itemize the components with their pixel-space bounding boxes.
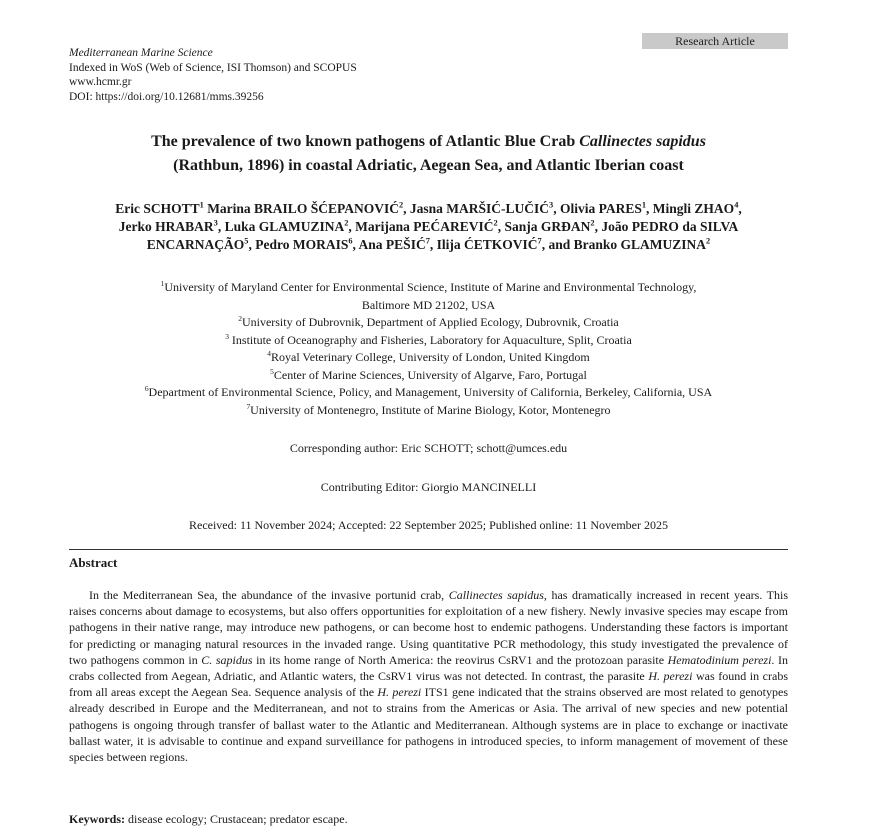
abstract-text: , has dramatically increased in recent years. This raises concerns about damage to ecosystems, but also offers opportunities for exploitation of a new fishery. Newly invasive species may escape from pathogens in their native range, may introduce new pathogens, or can become host to endemic pathogens. Understanding these factors is important for predicting or managing natural resources in the invaded range. Using quantitative PCR methodology, this study investigated the prevalence of two pathogens common in: [69, 588, 788, 667]
journal-info: [69, 46, 357, 104]
abstract-species-name: Hematodinium perezi: [667, 652, 772, 667]
abstract-heading: Abstract: [69, 555, 118, 570]
author-affiliation-number: 7: [425, 236, 430, 246]
author-name: Pedro MORAIS: [255, 237, 349, 252]
author-name: Marina BRAILO ŠĆEPANOVIĆ: [207, 201, 399, 216]
author-affiliation-number: 1: [199, 200, 204, 210]
affiliation-number: 2: [238, 314, 242, 323]
author-affiliation-number: 3: [549, 200, 554, 210]
affiliation-text: Baltimore MD 21202, USA: [361, 297, 496, 312]
author-affiliation-number: 2: [344, 218, 349, 228]
affiliation-number: 6: [144, 384, 149, 393]
affiliation-item: [69, 402, 788, 420]
publication-dates: Received: 11 November 2024; Accepted: 22 September 2025; Published online: 11 November 2025: [188, 518, 668, 532]
author-affiliation-number: 5: [244, 236, 249, 246]
affiliation-text: Department of Environmental Science, Policy, and Management, University of California, Berkeley, California, USA: [148, 385, 713, 399]
author-name: Jerko HRABAR: [118, 219, 214, 234]
affiliation-item: [69, 297, 788, 315]
abstract-text: in its home range of North America: the reovirus CsRV1 and the protozoan parasite: [252, 652, 668, 667]
section-divider: [69, 549, 788, 550]
author-affiliation-number: 1: [641, 200, 647, 210]
author-affiliation-number: 7: [537, 236, 542, 246]
abstract-species-name: H. perezi: [377, 685, 422, 700]
abstract-text: was found in crabs from all areas except the Aegean Sea. Sequence analysis of the: [69, 669, 788, 700]
affiliation-item: [69, 332, 788, 350]
title-line1-prefix: The prevalence of two known pathogens of Atlantic Blue Crab: [151, 133, 580, 150]
article-title: [69, 130, 788, 178]
affiliation-list: [69, 279, 788, 419]
title-line2: (Rathbun, 1896) in coastal Adriatic, Aegean Sea, and Atlantic Iberian coast: [173, 157, 684, 174]
author-name: Branko GLAMUZINA: [573, 237, 707, 252]
author-list: Eric SCHOTT$^1$ Marina BRAILO ŠĆEPANOVIĆ$^2$, Jasna MARŠIĆ-LUČIĆ$^3$, Olivia PARES$^1$, Mingli ZHAO$^4$, Jerko HRABAR$^3$, Luka GLAMUZINA$^2$, Marijana PEĆAREVIĆ$^2$, Sanja GRĐAN$^2$, João PEDRO da SILVA ENCARNAÇÃO$^5$, Pedro MORAIS$^6$, Ana PEŠIĆ$^7$, Ilija ĆETKOVIĆ$^7$, and Branko GLAMUZINA$^2$: [115, 200, 742, 252]
author-name: Ilija ĆETKOVIĆ: [436, 237, 538, 252]
author-affiliation-number: 2: [706, 236, 711, 246]
affiliation-text: University of Montenegro, Institute of Marine Biology, Kotor, Montenegro: [250, 402, 611, 417]
contributing-editor: Contributing Editor: Giorgio MANCINELLI: [320, 480, 537, 494]
affiliation-item: [69, 384, 788, 402]
affiliation-text: Center of Marine Sciences, University of Algarve, Faro, Portugal: [273, 367, 587, 382]
author-affiliation-number: 3: [213, 218, 218, 228]
author-affiliation-number: 4: [734, 200, 739, 210]
author-affiliation-number: 2: [590, 218, 595, 228]
indexing-line: Indexed in WoS (Web of Science, ISI Thomson) and SCOPUS: [69, 61, 357, 74]
keywords-label: Keywords:: [69, 812, 125, 826]
author-name: Marijana PEĆAREVIĆ: [355, 219, 494, 234]
affiliation-text: University of Dubrovnik, Department of Applied Ecology, Dubrovnik, Croatia: [241, 315, 619, 329]
author-name: Sanja GRĐAN: [504, 219, 591, 234]
abstract-text: ITS1 gene indicated that the strains observed are most related to genotypes already described in Europe and the Mediterranean, and not to strains from the Americas or Asia. The arrival of new species and new potential pathogens is ongoing through transfer of ballast water to the Atlantic and Mediterranean. Although systems are in place to exchange or inactivate ballast water, it is advisable to continue and expand surveillance for pathogens in introduced species, to inform management of movement of these species between regions.: [69, 685, 789, 765]
affiliation-item: [69, 349, 788, 367]
affiliation-number: 3: [225, 331, 229, 341]
affiliation-item: [69, 314, 788, 332]
doi-line[interactable]: DOI: https://doi.org/10.12681/mms.39256: [69, 90, 264, 103]
abstract-text: . In crabs collected from Aegean, Adriatic, and Atlantic waters, the CsRV1 virus was not detected. In contrast, the parasite: [69, 652, 788, 684]
affiliation-number: 5: [270, 366, 274, 376]
author-name: Luka GLAMUZINA: [224, 219, 345, 234]
keywords-line: [69, 811, 348, 827]
affiliation-text: Royal Veterinary College, University of London, United Kingdom: [270, 350, 590, 364]
affiliation-text: Institute of Oceanography and Fisheries, Laboratory for Aquaculture, Split, Croatia: [228, 332, 632, 347]
author-affiliation-number: 6: [348, 236, 353, 246]
article-type-badge: Research Article: [642, 33, 788, 49]
abstract-species-name: H. perezi: [648, 669, 693, 684]
author-name: Jasna MARŠIĆ-LUČIĆ: [409, 201, 550, 216]
affiliation-item: [69, 279, 788, 297]
article-page: [69, 0, 788, 834]
affiliation-item: [69, 367, 788, 385]
author-name: Olivia PARES: [559, 201, 642, 216]
affiliation-number: 7: [246, 401, 251, 411]
author-name: Mingli ZHAO: [652, 201, 735, 216]
affiliation-number: 4: [267, 349, 271, 358]
abstract-body: [69, 587, 788, 765]
abstract-text: In the Mediterranean Sea, the abundance of the invasive portunid crab,: [89, 588, 449, 602]
journal-name: Mediterranean Marine Science: [69, 47, 213, 59]
author-name: Ana PEŠIĆ: [358, 237, 426, 252]
corresponding-author: Corresponding author: Eric SCHOTT; schott@umces.edu: [289, 441, 568, 455]
abstract-species-name: C. sapidus: [201, 652, 253, 667]
keywords-text: disease ecology; Crustacean; predator escape.: [125, 812, 348, 826]
author-affiliation-number: 2: [398, 200, 404, 210]
affiliation-number: 1: [160, 279, 165, 288]
abstract-species-name: Callinectes sapidus: [448, 588, 544, 602]
author-name: Eric SCHOTT: [115, 201, 200, 216]
affiliation-text: University of Maryland Center for Environmental Science, Institute of Marine and Environmental Technology,: [164, 280, 697, 294]
title-species: Callinectes sapidus: [579, 133, 706, 150]
author-name: João PEDRO da SILVA ENCARNAÇÃO: [146, 219, 739, 252]
author-affiliation-number: 2: [493, 218, 498, 228]
journal-website[interactable]: www.hcmr.gr: [69, 76, 132, 88]
